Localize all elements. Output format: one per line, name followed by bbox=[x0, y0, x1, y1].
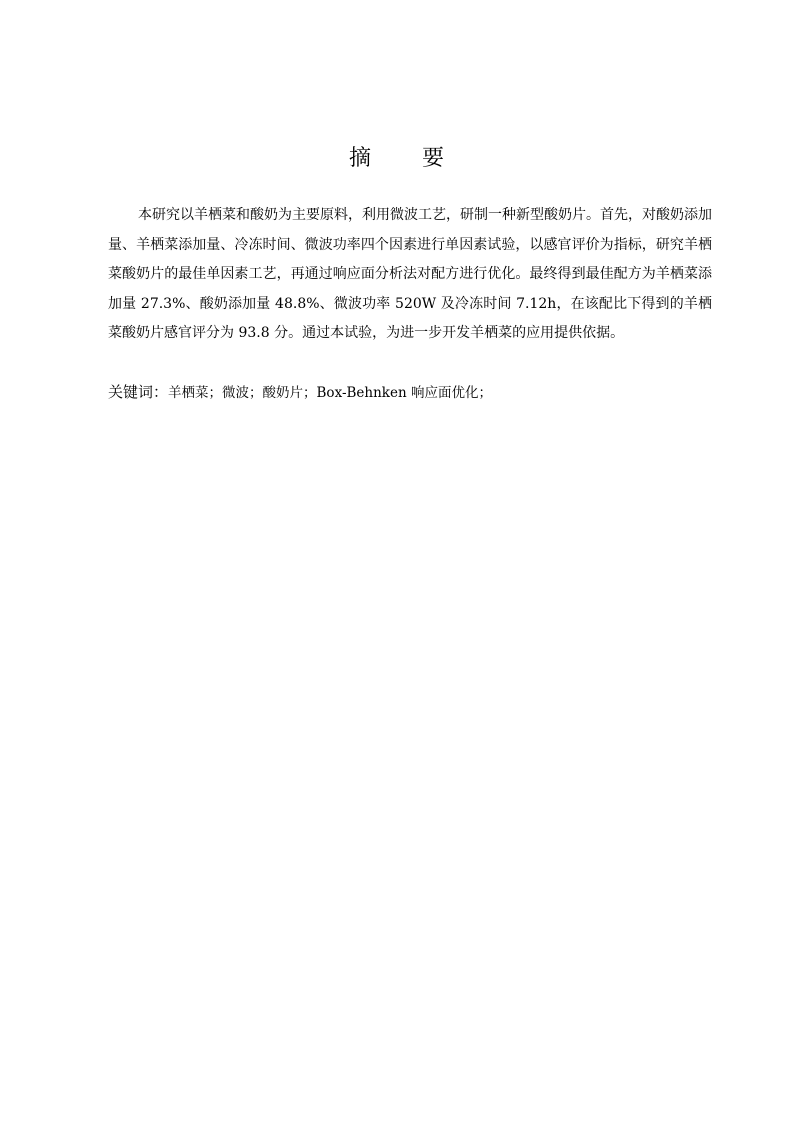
abstract-body: 本研究以羊栖菜和酸奶为主要原料，利用微波工艺，研制一种新型酸奶片。首先，对酸奶添加量、羊栖菜添加量、冷冻时间、微波功率四个因素进行单因素试验，以感官评价为指标，研究羊栖菜酸奶片的最佳单因素工艺，再通过响应面分析法对配方进行优化。最终得到最佳配方为羊栖菜添加量 27.3%、酸奶添加量 48.8%、微波功率 520W 及冷冻时间 7.12h，在该配比下得到的羊栖菜酸奶片感官评分为 93.8 分。通过本试验，为进一步开发羊栖菜的应用提供依据。 bbox=[108, 207, 712, 342]
keywords-line bbox=[108, 378, 712, 408]
keywords-text: 羊栖菜；微波；酸奶片；Box-Behnken 响应面优化； bbox=[168, 385, 492, 401]
keywords-label: 关键词： bbox=[108, 383, 169, 401]
abstract-heading: 摘 要 bbox=[349, 146, 466, 171]
